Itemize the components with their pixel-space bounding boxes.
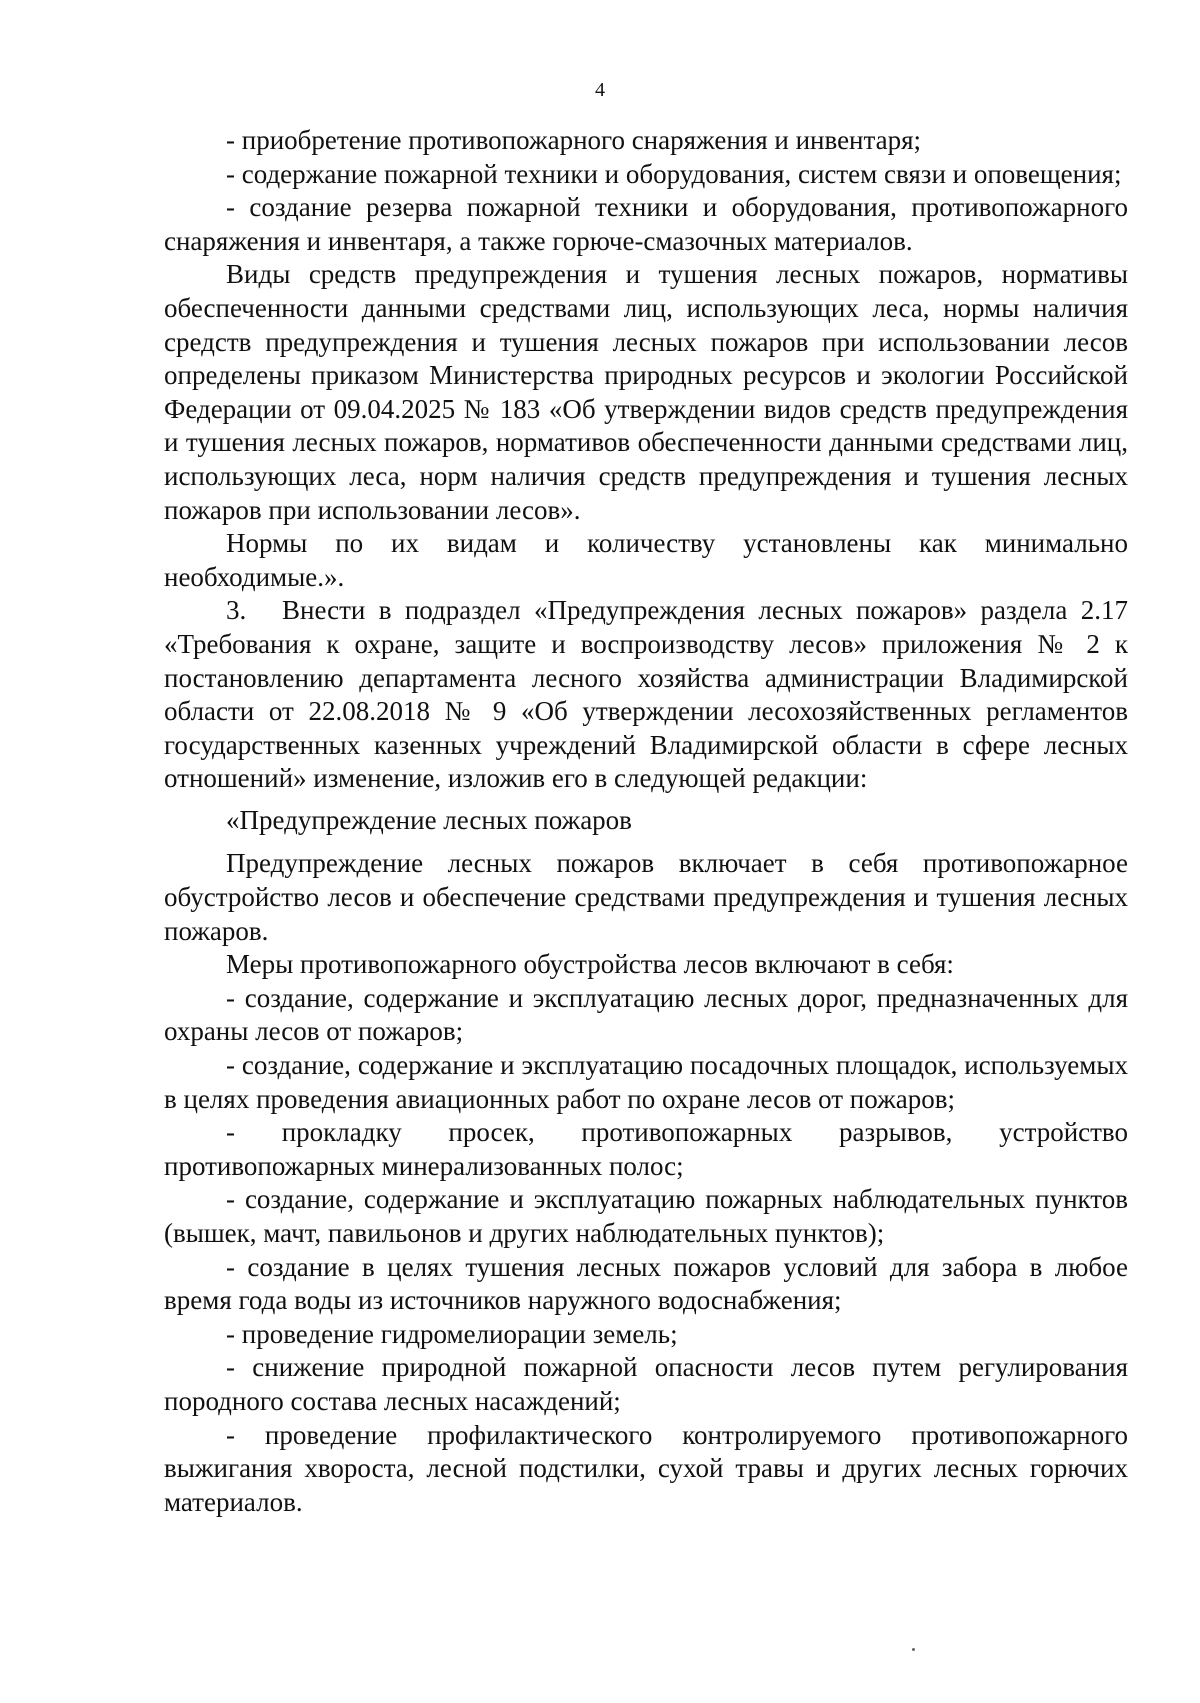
- list-item-landing-sites: - создание, содержание и эксплуатацию посадочных площадок, используемых в целях проведения авиационных работ по охране лесов от пожаров;: [164, 1050, 1128, 1114]
- item-number: 3.: [226, 595, 247, 626]
- list-item-forest-roads: - создание, содержание и эксплуатацию лесных дорог, предназначенных для охраны лесов от пожаров;: [164, 982, 1128, 1047]
- page-number: 4: [595, 79, 605, 101]
- paragraph-norms: Нормы по их видам и количеству установлены как минимально необходимые.».: [164, 528, 1128, 592]
- paragraph-prevention-definition: Предупреждение лесных пожаров включает в себя противопожарное обустройство лесов и обеспечение средствами предупреждения и тушения лесных пожаров.: [164, 848, 1128, 946]
- scan-dot: [912, 1648, 915, 1651]
- list-item-controlled-burning: - проведение профилактического контролируемого противопожарного выжигания хвороста, лесной подстилки, сухой травы и других лесных горючих материалов.: [164, 1419, 1128, 1517]
- list-item-firebreaks: - прокладку просек, противопожарных разрывов, устройство противопожарных минерализованных полос;: [164, 1117, 1128, 1181]
- paragraph-reserve-creation: - создание резерва пожарной техники и оборудования, противопожарного снаряжения и инвентаря, а также горюче-смазочных материалов.: [164, 192, 1128, 256]
- paragraph-equipment-purchase: - приобретение противопожарного снаряжения и инвентаря;: [226, 125, 922, 155]
- list-item-observation-points: - создание, содержание и эксплуатацию пожарных наблюдательных пунктов (вышек, мачт, павильонов и других наблюдательных пунктов);: [164, 1184, 1128, 1248]
- document-body: [164, 124, 1128, 1519]
- section-heading: «Предупреждение лесных пожаров: [226, 804, 632, 835]
- list-item-fire-danger-reduction: - снижение природной пожарной опасности лесов путем регулирования породного состава лесных насаждений;: [164, 1352, 1128, 1416]
- paragraph-measures-intro: Меры противопожарного обустройства лесов включают в себя:: [226, 949, 954, 980]
- list-item-land-reclamation: - проведение гидромелиорации земель;: [226, 1318, 678, 1349]
- list-item-water-supply: - создание в целях тушения лесных пожаров условий для забора в любое время года воды из источников наружного водоснабжения;: [164, 1251, 1128, 1316]
- paragraph-equipment-maintenance: - содержание пожарной техники и оборудования, систем связи и оповещения;: [226, 158, 1122, 189]
- paragraph-means-types: Виды средств предупреждения и тушения лесных пожаров, нормативы обеспеченности данными средствами лиц, использующих леса, нормы наличия средств предупреждения и тушения лесных пожаров при использовании лесов определены приказом Министерства природных ресурсов и экологии Российской Федерации от 09.04.2025 № 183 «Об утверждении видов средств предупреждения и тушения лесных пожаров, нормативов обеспеченности данными средствами лиц, использующих леса, норм наличия средств предупреждения и тушения лесных пожаров при использовании лесов».: [164, 259, 1128, 525]
- paragraph-item-3: [164, 594, 1128, 796]
- item-3-text: Внести в подраздел «Предупреждения лесных пожаров» раздела 2.17 «Требования к охране, защите и воспроизводству лесов» приложения № 2 к постановлению департамента лесного хозяйства администрации Владимирской области от 22.08.2018 № 9 «Об утверждении лесохозяйственных регламентов государственных казенных учреждений Владимирской области в сфере лесных отношений» изменение, изложив его в следующей редакции:: [164, 595, 1128, 794]
